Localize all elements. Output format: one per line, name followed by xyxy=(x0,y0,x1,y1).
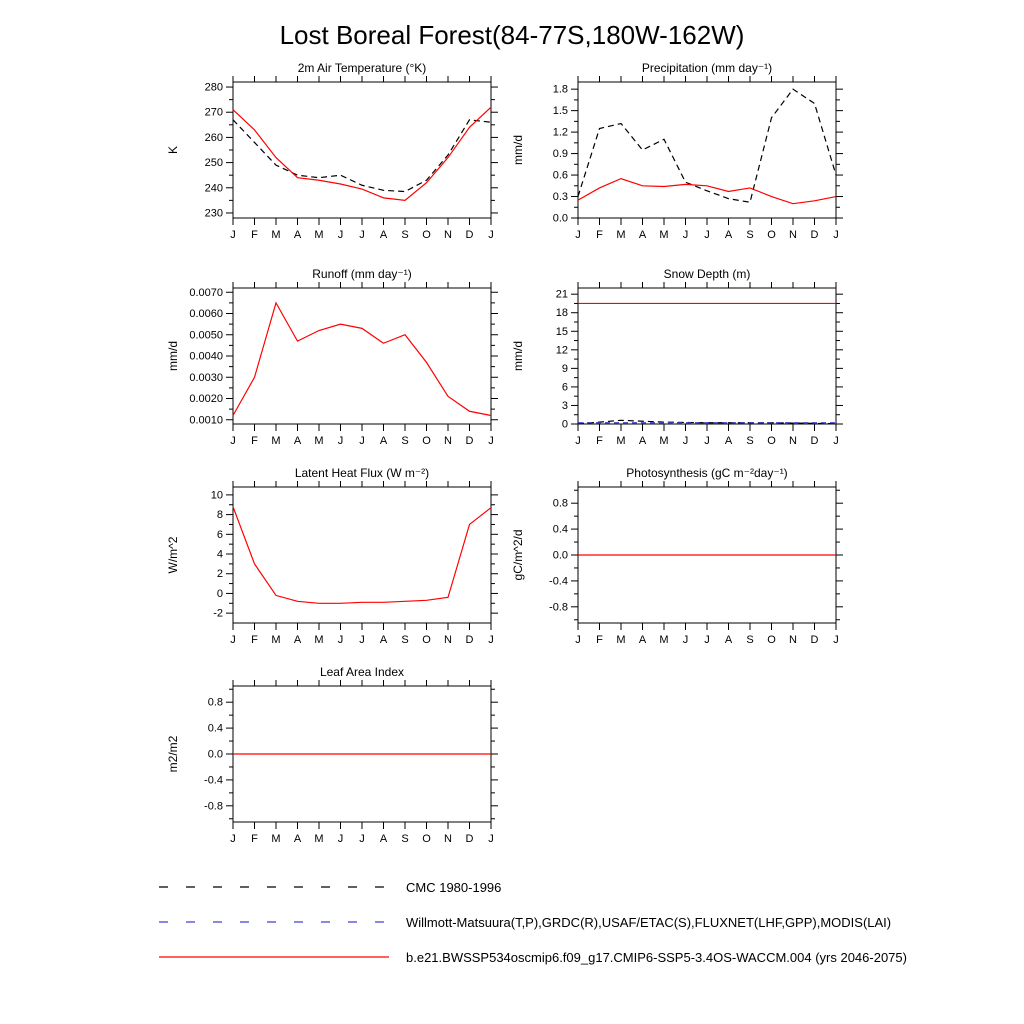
svg-text:J: J xyxy=(833,634,839,646)
chart-title: Photosynthesis (gC m⁻²day⁻¹) xyxy=(626,466,788,480)
svg-text:250: 250 xyxy=(204,157,223,170)
svg-text:J: J xyxy=(230,229,236,241)
svg-text:0.0010: 0.0010 xyxy=(189,414,223,427)
chart-title: Latent Heat Flux (W m⁻²) xyxy=(294,466,430,480)
svg-text:0.4: 0.4 xyxy=(552,523,568,536)
chart-svg xyxy=(155,465,500,661)
y-axis-label: K xyxy=(166,145,180,155)
svg-text:1.5: 1.5 xyxy=(552,105,568,118)
svg-text:0.8: 0.8 xyxy=(207,696,223,709)
svg-text:A: A xyxy=(379,833,388,845)
chart-precipitation xyxy=(500,60,845,256)
svg-text:A: A xyxy=(379,229,388,241)
svg-text:J: J xyxy=(682,229,689,241)
svg-text:6: 6 xyxy=(216,528,223,541)
chart-title: Snow Depth (m) xyxy=(663,267,751,281)
svg-text:260: 260 xyxy=(204,131,223,144)
svg-text:A: A xyxy=(638,634,647,646)
svg-text:4: 4 xyxy=(216,548,223,561)
svg-text:A: A xyxy=(293,833,302,845)
svg-text:M: M xyxy=(616,634,626,646)
svg-text:O: O xyxy=(422,435,431,447)
svg-text:15: 15 xyxy=(555,325,568,338)
svg-text:D: D xyxy=(810,229,819,241)
svg-text:D: D xyxy=(465,634,474,646)
svg-text:0.9: 0.9 xyxy=(552,148,568,161)
svg-text:O: O xyxy=(422,833,431,845)
y-axis-label: mm/d xyxy=(166,341,180,371)
svg-text:M: M xyxy=(659,435,669,447)
svg-text:F: F xyxy=(251,435,258,447)
svg-text:0.0040: 0.0040 xyxy=(189,350,223,363)
y-axis-label: mm/d xyxy=(511,341,525,371)
svg-text:J: J xyxy=(488,435,494,447)
svg-text:0.0050: 0.0050 xyxy=(189,329,223,342)
svg-text:1.8: 1.8 xyxy=(552,83,568,96)
svg-text:A: A xyxy=(724,435,733,447)
svg-text:M: M xyxy=(271,833,281,845)
chart-title: Precipitation (mm day⁻¹) xyxy=(641,61,773,75)
svg-text:8: 8 xyxy=(216,509,223,522)
chart-title: Leaf Area Index xyxy=(319,665,405,679)
svg-text:-0.8: -0.8 xyxy=(204,800,223,813)
svg-text:M: M xyxy=(271,435,281,447)
svg-text:F: F xyxy=(251,833,258,845)
svg-text:A: A xyxy=(293,229,302,241)
svg-text:0.0020: 0.0020 xyxy=(189,393,223,405)
series-line xyxy=(233,120,491,192)
svg-text:J: J xyxy=(682,435,689,447)
svg-text:0.0070: 0.0070 xyxy=(189,286,223,299)
svg-text:S: S xyxy=(746,634,754,646)
svg-text:1.2: 1.2 xyxy=(552,126,568,139)
legend-label-obs: Willmott-Matsuura(T,P),GRDC(R),USAF/ETAC(S),FLUXNET(LHF,GPP),MODIS(LAI) xyxy=(406,914,892,930)
svg-text:10: 10 xyxy=(210,489,223,502)
svg-text:6: 6 xyxy=(561,381,568,394)
svg-text:0.8: 0.8 xyxy=(552,497,568,510)
plot-box xyxy=(578,288,836,424)
svg-text:F: F xyxy=(596,435,603,447)
svg-text:0.4: 0.4 xyxy=(207,722,223,735)
plot-box xyxy=(578,82,836,218)
svg-text:A: A xyxy=(638,229,647,241)
svg-text:J: J xyxy=(704,634,710,646)
svg-text:J: J xyxy=(704,229,710,241)
svg-text:21: 21 xyxy=(555,288,568,301)
svg-text:A: A xyxy=(724,229,733,241)
y-axis-label: mm/d xyxy=(511,135,525,165)
svg-text:S: S xyxy=(401,634,409,646)
chart-svg xyxy=(155,60,500,256)
svg-text:M: M xyxy=(616,229,626,241)
svg-text:0.0: 0.0 xyxy=(552,549,568,562)
svg-text:A: A xyxy=(293,435,302,447)
svg-text:O: O xyxy=(422,229,431,241)
svg-text:A: A xyxy=(293,634,302,646)
series-line xyxy=(233,107,491,200)
svg-text:N: N xyxy=(444,435,452,447)
svg-text:N: N xyxy=(789,435,797,447)
svg-text:J: J xyxy=(833,229,839,241)
svg-text:N: N xyxy=(444,833,452,845)
svg-text:M: M xyxy=(271,229,281,241)
legend-line-obs xyxy=(158,915,390,929)
svg-text:D: D xyxy=(810,634,819,646)
y-axis-label: gC/m^2/d xyxy=(511,529,525,581)
svg-text:J: J xyxy=(833,435,839,447)
svg-text:J: J xyxy=(359,229,365,241)
svg-text:O: O xyxy=(767,229,776,241)
svg-text:-0.4: -0.4 xyxy=(549,575,568,588)
svg-text:J: J xyxy=(230,435,236,447)
svg-text:-2: -2 xyxy=(213,607,223,620)
svg-text:A: A xyxy=(724,634,733,646)
series-line xyxy=(233,303,491,416)
svg-text:F: F xyxy=(596,229,603,241)
svg-text:270: 270 xyxy=(204,106,223,119)
svg-text:M: M xyxy=(659,229,669,241)
chart-title: 2m Air Temperature (°K) xyxy=(297,61,427,75)
svg-text:S: S xyxy=(746,435,754,447)
chart-runoff xyxy=(155,266,500,462)
svg-text:J: J xyxy=(488,229,494,241)
chart-2m-air-temperature xyxy=(155,60,500,256)
svg-text:S: S xyxy=(746,229,754,241)
svg-text:J: J xyxy=(337,229,344,241)
svg-text:M: M xyxy=(271,634,281,646)
svg-text:18: 18 xyxy=(555,307,568,320)
svg-text:D: D xyxy=(810,435,819,447)
svg-text:J: J xyxy=(337,634,344,646)
svg-text:M: M xyxy=(314,229,324,241)
svg-text:J: J xyxy=(704,435,710,447)
legend-item-model xyxy=(158,946,907,968)
svg-text:D: D xyxy=(465,833,474,845)
legend-label-model: b.e21.BWSSP534oscmip6.f09_g17.CMIP6-SSP5-3.4OS-WACCM.004 (yrs 2046-2075) xyxy=(406,949,907,965)
chart-svg xyxy=(500,465,845,661)
svg-text:J: J xyxy=(337,833,344,845)
svg-text:D: D xyxy=(465,229,474,241)
svg-text:M: M xyxy=(616,435,626,447)
svg-text:J: J xyxy=(230,833,236,845)
legend-line-model xyxy=(158,950,390,964)
series-line xyxy=(233,507,491,604)
svg-text:A: A xyxy=(379,634,388,646)
svg-text:J: J xyxy=(359,833,365,845)
svg-text:0.0: 0.0 xyxy=(207,748,223,761)
svg-text:J: J xyxy=(575,634,581,646)
y-axis-label: m2/m2 xyxy=(166,735,180,773)
svg-text:0.0030: 0.0030 xyxy=(189,371,223,384)
chart-svg xyxy=(155,266,500,462)
chart-title: Runoff (mm day⁻¹) xyxy=(312,267,412,281)
svg-text:0.0: 0.0 xyxy=(552,212,568,225)
legend xyxy=(158,876,907,981)
svg-text:J: J xyxy=(488,634,494,646)
svg-text:12: 12 xyxy=(555,344,568,357)
legend-line-cmc xyxy=(158,880,390,894)
svg-text:D: D xyxy=(465,435,474,447)
svg-text:0.6: 0.6 xyxy=(552,169,568,182)
svg-text:J: J xyxy=(488,833,494,845)
svg-text:M: M xyxy=(659,634,669,646)
legend-item-cmc xyxy=(158,876,907,898)
svg-text:0: 0 xyxy=(216,587,223,600)
svg-text:S: S xyxy=(401,833,409,845)
svg-text:O: O xyxy=(767,435,776,447)
svg-text:J: J xyxy=(337,435,344,447)
svg-text:J: J xyxy=(682,634,689,646)
svg-text:M: M xyxy=(314,634,324,646)
svg-text:J: J xyxy=(575,435,581,447)
svg-text:O: O xyxy=(767,634,776,646)
svg-text:J: J xyxy=(230,634,236,646)
chart-latent-heat-flux xyxy=(155,465,500,661)
svg-text:0.3: 0.3 xyxy=(552,191,568,204)
y-axis-label: W/m^2 xyxy=(166,536,180,574)
svg-text:-0.4: -0.4 xyxy=(204,774,223,787)
svg-text:9: 9 xyxy=(561,362,568,375)
chart-leaf-area-index xyxy=(155,664,500,860)
svg-text:F: F xyxy=(251,634,258,646)
svg-text:O: O xyxy=(422,634,431,646)
svg-text:J: J xyxy=(359,634,365,646)
svg-text:N: N xyxy=(789,229,797,241)
svg-text:M: M xyxy=(314,833,324,845)
svg-text:S: S xyxy=(401,435,409,447)
svg-text:280: 280 xyxy=(204,81,223,94)
svg-text:N: N xyxy=(444,634,452,646)
svg-text:A: A xyxy=(638,435,647,447)
legend-item-obs xyxy=(158,911,907,933)
svg-text:N: N xyxy=(789,634,797,646)
svg-text:0: 0 xyxy=(561,418,568,431)
legend-label-cmc: CMC 1980-1996 xyxy=(406,879,502,895)
svg-text:N: N xyxy=(444,229,452,241)
svg-text:3: 3 xyxy=(561,399,568,412)
svg-text:0.0060: 0.0060 xyxy=(189,308,223,320)
svg-text:M: M xyxy=(314,435,324,447)
svg-text:230: 230 xyxy=(204,207,223,220)
svg-text:F: F xyxy=(596,634,603,646)
plot-box xyxy=(233,82,491,218)
svg-text:F: F xyxy=(251,229,258,241)
page-title: Lost Boreal Forest(84-77S,180W-162W) xyxy=(279,20,745,50)
chart-photosynthesis xyxy=(500,465,845,661)
svg-text:J: J xyxy=(359,435,365,447)
svg-text:S: S xyxy=(401,229,409,241)
chart-svg xyxy=(500,60,845,256)
svg-text:240: 240 xyxy=(204,182,223,195)
chart-snow-depth xyxy=(500,266,845,462)
plot-box xyxy=(233,288,491,424)
svg-text:J: J xyxy=(575,229,581,241)
chart-svg xyxy=(155,664,500,860)
svg-text:-0.8: -0.8 xyxy=(549,601,568,614)
chart-svg xyxy=(500,266,845,462)
svg-text:A: A xyxy=(379,435,388,447)
svg-text:2: 2 xyxy=(216,568,223,581)
